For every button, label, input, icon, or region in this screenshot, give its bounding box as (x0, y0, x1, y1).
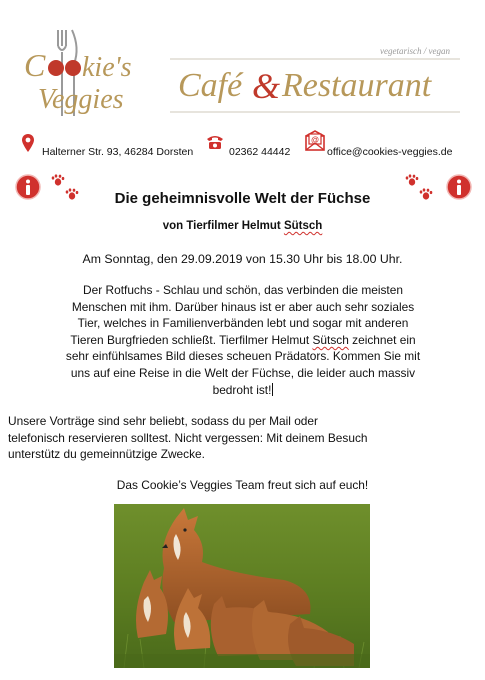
text-cursor (272, 383, 273, 396)
description-fragment: zeichnet ein (348, 332, 416, 347)
description-line (18, 382, 468, 399)
reservation-note (8, 413, 478, 463)
phone-icon (205, 134, 225, 150)
phone-text: 02362 44442 (229, 146, 291, 158)
address-text: Halterner Str. 93, 46284 Dorsten (42, 146, 194, 158)
reservation-line: Unsere Vorträge sind sehr beliebt, sodass du per Mail oder (8, 414, 318, 428)
svg-text:Restaurant: Restaurant (282, 67, 432, 104)
event-title: Die geheimnisvolle Welt der Füchse (114, 190, 371, 207)
reservation-line: unterstütz du gemeinnützige Zwecke. (8, 447, 205, 462)
svg-text:kie's: kie's (82, 52, 132, 83)
email-icon (305, 130, 325, 152)
description-line: Tier, welches in Familienverbänden lebt und sogar mit anderen (77, 316, 409, 331)
description-line: uns auf eine Reise in die Welt der Füchse, die leider auch massiv (70, 365, 416, 380)
description-line (18, 332, 468, 349)
closing-line: Das Cookie’s Veggies Team freut sich auf euch! (116, 478, 369, 492)
svg-text:&: & (252, 66, 281, 106)
cookies-veggies-logo (20, 28, 465, 128)
svg-text:@: @ (311, 135, 319, 145)
description-line: sehr einfühlsames Bild dieses scheuen Prädators. Kommen Sie mit (65, 349, 421, 364)
description-fragment: Tieren Burgfrieden schließt. Tierfilmer Helmut (70, 332, 313, 347)
brand-title: Café (178, 67, 243, 104)
email-link[interactable]: office@cookies-veggies.de (327, 146, 453, 158)
tomato-icon (48, 60, 64, 76)
description-fragment: bedroht ist! (212, 382, 272, 397)
description-line: Menschen mit ihm. Darüber hinaus ist er aber auch sehr soziales (71, 299, 415, 314)
location-pin-icon (22, 134, 34, 152)
speaker-name: Sütsch (312, 332, 349, 347)
logo-line-1: C (24, 47, 46, 83)
event-date: Am Sonntag, den 29.09.2019 von 15.30 Uhr bis 18.00 Uhr. (82, 252, 403, 266)
event-subtitle (0, 220, 485, 232)
reservation-line: telefonisch reservieren solltest. Nicht vergessen: Mit deinem Besuch (8, 430, 368, 445)
subtitle-prefix: von Tierfilmer Helmut (162, 220, 284, 232)
speaker-name: Sütsch (283, 220, 323, 232)
logo-tagline: vegetarisch / vegan (380, 46, 450, 56)
description-line: Der Rotfuchs - Schlau und schön, das verbinden die meisten (83, 283, 403, 297)
red-fox-family-photo (114, 504, 370, 668)
tomato-icon (65, 60, 81, 76)
event-description (18, 282, 468, 398)
logo-line-2: Veggies (38, 84, 124, 115)
